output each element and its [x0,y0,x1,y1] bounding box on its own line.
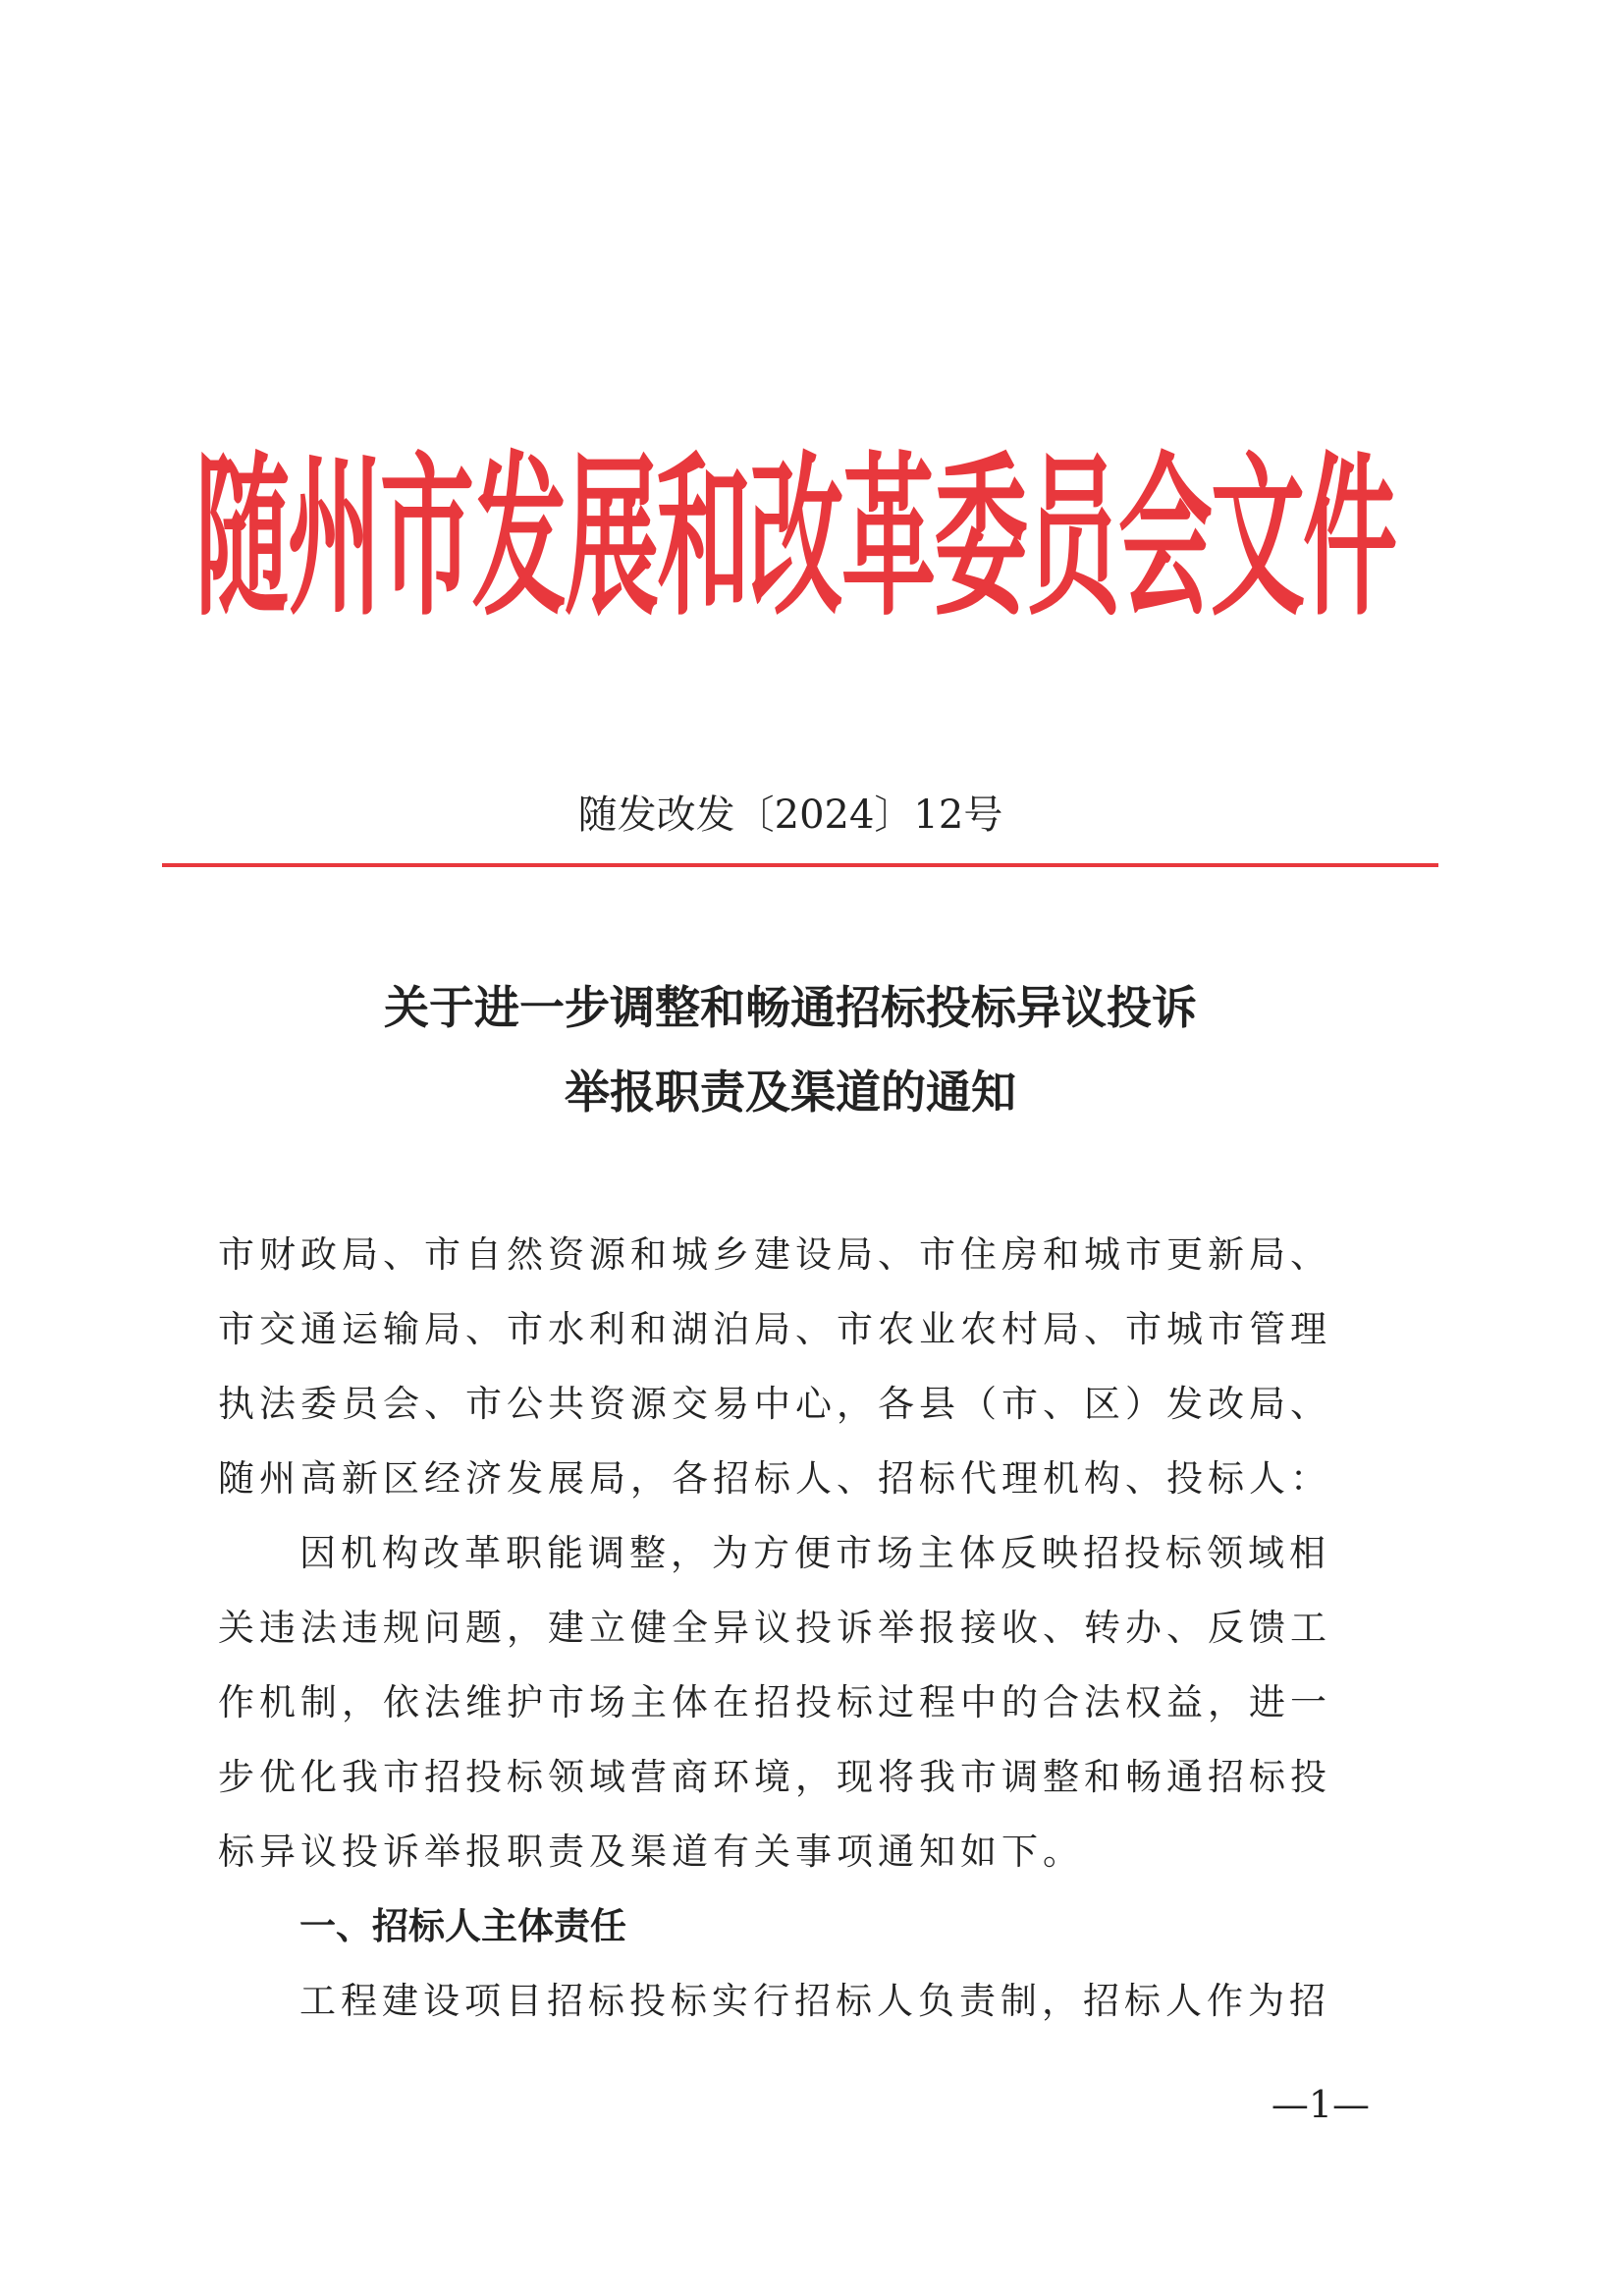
document-title-line-1: 关于进一步调整和畅通招标投标异议投诉 [384,981,1197,1034]
intro-paragraph-line: 作机制，依法维护市场主体在招投标过程中的合法权益，进一 [218,1681,1331,1723]
intro-paragraph-line: 因机构改革职能调整，为方便市场主体反映招投标领域相 [299,1532,1330,1574]
recipients-line: 市财政局、市自然资源和城乡建设局、市住房和城市更新局、 [218,1233,1331,1276]
page-number: —1— [1271,2083,1370,2126]
recipients-line: 市交通运输局、市水利和湖泊局、市农业农村局、市城市管理 [218,1308,1331,1350]
section-body-line: 工程建设项目招标投标实行招标人负责制，招标人作为招 [299,1980,1330,2022]
intro-paragraph-line: 步优化我市招投标领域营商环境，现将我市调整和畅通招标投 [218,1756,1331,1798]
red-separator-line [162,863,1438,867]
document-title-line-2: 举报职责及渠道的通知 [565,1066,1016,1119]
issuer-header-title: 随州市发展和改革委员会文件 [195,436,1395,640]
document-number: 随发改发〔2024〕12号 [577,793,1003,838]
recipients-line: 随州高新区经济发展局，各招标人、招标代理机构、投标人： [218,1457,1331,1500]
intro-paragraph-line: 关违法违规问题，建立健全异议投诉举报接收、转办、反馈工 [218,1607,1331,1649]
recipients-line: 执法委员会、市公共资源交易中心，各县（市、区）发改局、 [218,1383,1331,1425]
intro-paragraph-line: 标异议投诉举报职责及渠道有关事项通知如下。 [218,1831,1084,1873]
section-heading: 一、招标人主体责任 [299,1905,626,1947]
